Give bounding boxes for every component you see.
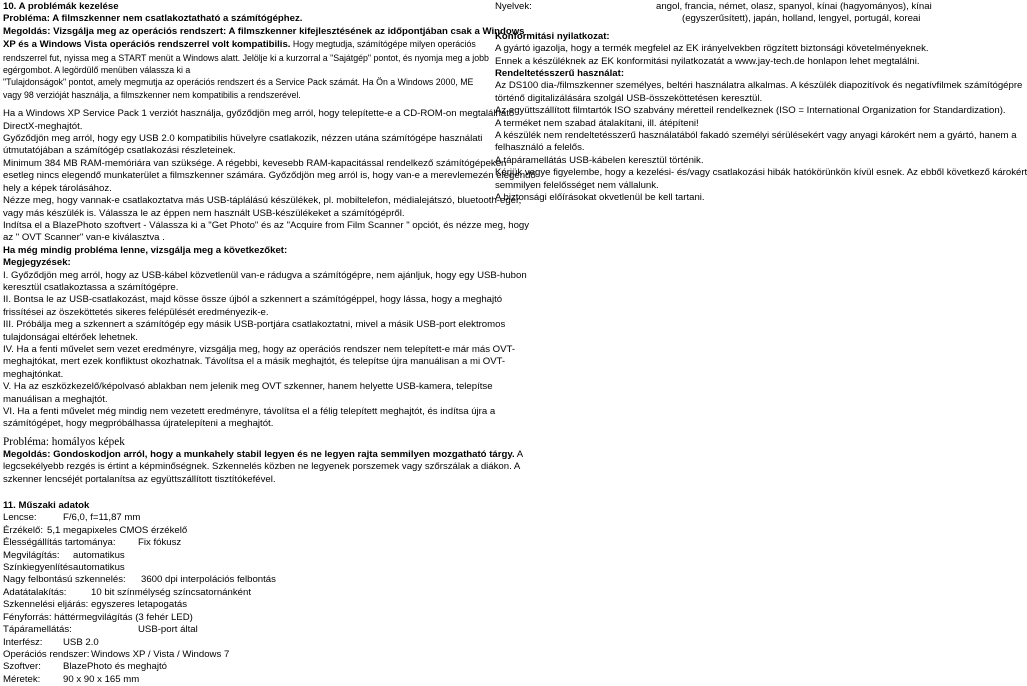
remark-line: manuálisan a meghajtót. <box>3 393 108 405</box>
spec-key: Operációs rendszer: <box>3 648 90 660</box>
spacer <box>3 101 478 108</box>
remark-line: meghajtókat, mert ezek konfliktust okozhatnak. Távolítsa el a másik meghajtót, és telepítse újra manuálisan a mi OVT- <box>3 356 506 368</box>
spec-key: Méretek: <box>3 673 41 685</box>
remark-line: II. Bontsa le az USB-csatlakozást, majd kösse össze újból a szkennert a számítógéppel, hogy lássa, hogy a meghajtó <box>3 294 503 306</box>
body-line: útmutatójában a számítógép csatlakozási részleteinek. <box>3 145 236 157</box>
remark-line: keresztül csatlakoztassa a számítógépre. <box>3 281 179 293</box>
spec-key: Megvilágítás: <box>3 549 60 561</box>
blur-solution-line <box>3 448 524 461</box>
right-column <box>495 1 1027 205</box>
spec-row <box>3 525 478 537</box>
blur-line: szkenner lencséjét portalanítsa az együttszállított tisztítókefével. <box>3 473 276 485</box>
intended-use-line: történő digitalizálására szolgál USB-összeköttetésen keresztül. <box>495 92 763 104</box>
section-11-title: 11. Műszaki adatok <box>3 500 90 512</box>
body-line: az " OVT Scanner" van-e kiválasztva . <box>3 232 165 244</box>
intended-use-line: A tápáramellátás USB-kábelen keresztül történik. <box>495 154 704 166</box>
spec-value: BlazePhoto és meghajtó <box>63 661 167 673</box>
solution-line <box>3 38 478 51</box>
conformity-line: A gyártó igazolja, hogy a termék megfelel az EK irányelvekben rögzített biztonsági követelményeknek. <box>495 43 929 55</box>
spec-key: Színkiegyenlítés <box>3 562 73 574</box>
spec-key: Fényforrás: háttérmegvilágítás (3 fehér LED) <box>3 611 193 623</box>
languages-value <box>656 1 932 26</box>
body-line: esetleg nincs elegendő munkaterület a filmszkenner számára. Győződjön meg arról is, hogy van-e a merevlemezén elegendő <box>3 170 536 182</box>
spec-row <box>3 550 478 562</box>
spec-row <box>3 624 478 636</box>
body-line: Győződjön meg arról, hogy egy USB 2.0 kompatibilis hüvelyre csatlakozik, nézzen utána számítógépe használati <box>3 133 483 145</box>
spec-value: 5,1 megapixeles CMOS érzékelő <box>47 524 188 536</box>
spec-row <box>3 612 478 624</box>
blur-line: legcsekélyebb rezgés is értint a képminőségnek. Szkennelés közben ne legyenek porszemek vagy szőrszálak a diákon. A <box>3 461 521 473</box>
spec-value: automatikus <box>73 549 125 561</box>
check-title: Ha még mindig probléma lenne, vizsgálja meg a következőket: <box>3 244 288 256</box>
languages-line: (egyszerűsített), japán, holland, lengyel, portugál, koreai <box>682 13 921 25</box>
spec-key: Szkennelési eljárás: <box>3 599 89 611</box>
remark-line: I. Győződjön meg arról, hogy az USB-kábel közvetlenül van-e rádugva a számítógépre, nem ajánljuk, hogy egy USB-hubon <box>3 269 527 281</box>
spec-key: Lencse: <box>3 512 37 524</box>
remark-line: tulajdonságai eltérőek lehetnek. <box>3 331 138 343</box>
blur-solution-rest: A <box>514 448 524 460</box>
conformity-title: Konformitási nyilatkozat: <box>495 30 610 42</box>
remark-line: frissítései az öszeköttetés sikeres felépülését eredményezik-e. <box>3 306 269 318</box>
body-line: Minimum 384 MB RAM-memóriára van szüksége. A régebbi, kevesebb RAM-kapacitással rendelkező számítógépeken <box>3 157 507 169</box>
body-line: vagy más készülék is. Válassza le az éppen nem használt USB-készülékeket a számítógépről. <box>3 207 405 219</box>
spec-row <box>3 574 478 586</box>
spec-value: Windows XP / Vista / Windows 7 <box>91 648 230 660</box>
remark-line: VI. Ha a fenti művelet még mindig nem vezetett eredményre, távolítsa el a félig telepített meghajtót, és indítsa újra a <box>3 406 496 417</box>
spec-key: Élességállítás tartománya: <box>3 537 116 549</box>
solution-line: Megoldás: Vizsgálja meg az operációs rendszert: A filmszkenner kifejlesztésének az időpontjában csak a Windows <box>3 25 525 37</box>
solution-compat-text: XP és a Windows Vista operációs rendszerrel volt kompatibilis. <box>3 39 291 51</box>
spec-key: Érzékelő: <box>3 524 43 536</box>
spec-row <box>3 562 478 574</box>
remark-line: V. Ha az eszközkezelő/képolvasó ablakban nem jelenik meg OVT szkenner, hanem helyette USB-kamera, telepítse <box>3 381 493 393</box>
body-line: hely a képek tárolásához. <box>3 182 112 194</box>
spec-value: Fix fókusz <box>138 537 182 549</box>
solution-check-text: Hogy megtudja, számítógépe milyen operációs <box>290 39 476 50</box>
spec-row <box>3 637 478 649</box>
spec-value: F/6,0, f=11,87 mm <box>63 512 141 524</box>
remark-line: IV. Ha a fenti művelet sem vezet eredményre, vizsgálja meg, hogy az operációs rendszer nem telepített-e már más OVT- <box>3 343 516 355</box>
spec-row <box>3 537 478 549</box>
intended-use-line: semmilyen felelősséget nem vállalunk. <box>495 179 659 191</box>
spec-row <box>3 661 478 673</box>
spec-value: egyszeres letapogatás <box>91 599 187 611</box>
intended-use-line: felhasználó a felelős. <box>495 142 585 154</box>
blur-solution-bold: Megoldás: Gondoskodjon arról, hogy a munkahely stabil legyen és ne legyen rajta semmilyen mozgatható tárgy. <box>3 448 515 460</box>
spec-row <box>3 587 478 599</box>
problem-heading: Probléma: A filmszkenner nem csatlakoztatható a számítógéphez. <box>3 13 303 25</box>
conformity-line: Ennek a készüléknek az EK konformitási nyilatkozatát a www.jay-tech.de honlapon lehet megtalálni. <box>495 55 920 67</box>
intended-use-line: Kérjük vegye figyelembe, hogy a kezelési- és/vagy csatlakozási hibák hatókörünkön kívül esnek. Az ebből következő károkért <box>495 167 1027 179</box>
spec-row <box>3 599 478 611</box>
body-line: DirectX-meghajtót. <box>3 120 83 132</box>
intended-use-line: A biztonsági előírásokat okvetlenül be kell tartani. <box>495 192 705 204</box>
languages-line: angol, francia, német, olasz, spanyol, kínai (hagyományos), kínai <box>656 1 932 12</box>
spec-key: Szoftver: <box>3 661 41 673</box>
spec-key: Nagy felbontású szkennelés: <box>3 574 126 586</box>
os-check-line: rendszerrel fut, nyissa meg a START menüt a Windows alatt. Jelölje ki a kurzorral a "Sajátgép" pontot, és nyomja meg a jobb <box>3 52 489 63</box>
intended-use-line: Az együttszállított filmtartók ISO szabvány méretteil rendelkeznek (ISO = International Organization for Standardization). <box>495 105 1006 117</box>
spec-value: USB-port által <box>138 624 198 636</box>
intended-use-line: A terméket nem szabad átalakítani, ill. átépíteni! <box>495 117 699 129</box>
spec-key: Interfész: <box>3 636 43 648</box>
spec-row <box>3 649 478 661</box>
spec-key: Tápáramellátás: <box>3 624 72 636</box>
spec-key: Adatátalakítás: <box>3 586 67 598</box>
os-check-line: egérgombot. A legördülő menüben válassza ki a <box>3 65 191 76</box>
spec-value: 10 bit színmélység színcsatornánként <box>91 586 251 598</box>
spec-value: 3600 dpi interpolációs felbontás <box>141 574 276 586</box>
intended-use-line: A készülék nem rendeltetésszerű használatából fakadó személyi sérülésekért vagy anyagi károkért nem a gyártó, hanem a <box>495 130 1017 142</box>
remark-line: III. Próbálja meg a szkennert a számítógép egy másik USB-portjára csatlakoztatni, mivel a másik USB-port elektromos <box>3 319 506 331</box>
languages-label: Nyelvek: <box>495 1 532 12</box>
blur-problem-title: Probléma: homályos képek <box>3 435 125 448</box>
body-line: Indítsa el a BlazePhoto szoftvert - Válassza ki a "Get Photo" és az "Acquire from Film Scanner " opciót, és nézze meg, hogy <box>3 219 530 231</box>
intended-use-line: Az DS100 dia-/filmszkenner személyes, beltéri használatra alkalmas. A készülék diapozitívok és negatívfilmek számítógépre <box>495 80 1023 92</box>
spec-list <box>3 512 478 686</box>
languages-row <box>495 1 955 26</box>
spec-row <box>3 512 478 524</box>
os-check-line: vagy 98 verzióját használja, a filmszkenner nem kompatibilis a rendszerével. <box>3 89 301 100</box>
body-line: Nézze meg, hogy vannak-e csatlakoztatva más USB-táplálású készülékek, pl. mobiltelefon, médialejátszó, bluetooth-egér, <box>3 195 522 207</box>
spec-value: 90 x 90 x 165 mm <box>63 673 140 685</box>
spec-value: USB 2.0 <box>63 636 99 648</box>
spec-value: automatikus <box>73 562 125 574</box>
body-line: Ha a Windows XP Service Pack 1 verziót használja, győződjön meg arról, hogy telepítette-e a CD-ROM-on megtalálható <box>3 108 515 120</box>
remark-line: számítógépet, hogy megpróbálhassa újratelepíteni a meghajtót. <box>3 418 274 430</box>
remark-line: meghajtónkat. <box>3 368 64 380</box>
remarks-title: Megjegyzések: <box>3 257 71 269</box>
section-10-title: 10. A problémák kezelése <box>3 1 119 12</box>
spec-row <box>3 674 478 686</box>
os-check-line: "Tulajdonságok" pontot, amely megmutja az operációs rendszert és a Service Pack számát. Ha Ön a Windows 2000, ME <box>3 77 474 88</box>
intended-use-title: Rendeltetésszerű használat: <box>495 68 625 80</box>
spacer <box>3 486 478 500</box>
